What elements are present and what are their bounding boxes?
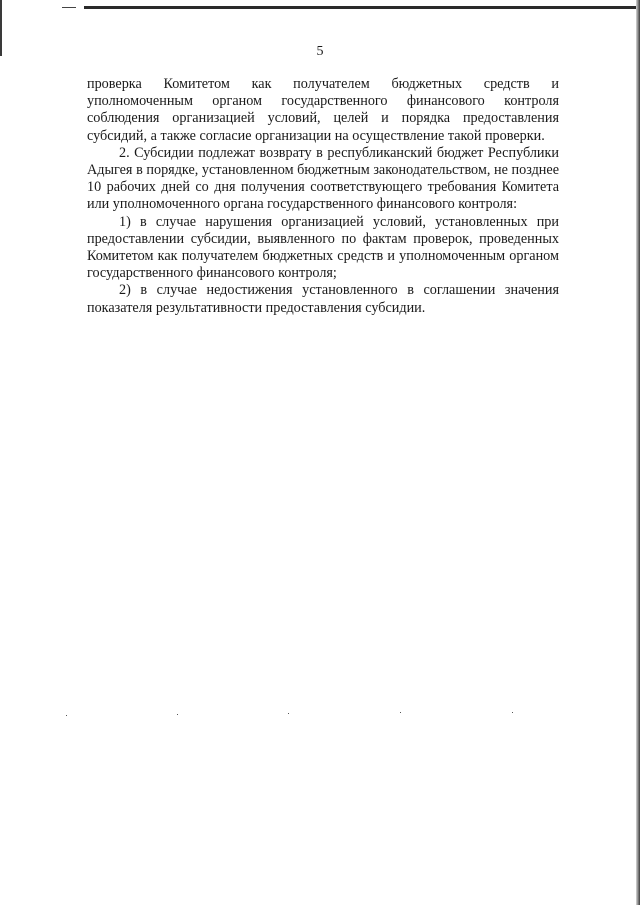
scan-dot [400,712,401,713]
page-number: 5 [316,44,324,59]
scan-artifact-top-dash [62,7,76,8]
paragraph-continuation: проверка Комитетом как получателем бюджетных средств и уполномоченным органом государственного финансового контроля соблюдения организацией условий, целей и порядка предоставления субсидий, а также согласие организации на осуществление такой проверки. [87,76,559,144]
scan-artifact-top-border [84,6,640,9]
scan-dot [512,712,513,713]
scan-dot [177,714,178,715]
document-body [87,76,559,317]
paragraph-subitem-2: 2) в случае недостижения установленного в соглашении значения показателя результативности предоставления субсидии. [87,282,559,316]
scan-artifact-dots [60,712,530,718]
paragraph-item-2: 2. Субсидии подлежат возврату в республиканский бюджет Республики Адыгея в порядке, установленном бюджетным законодательством, не позднее 10 рабочих дней со дня получения соответствующего требования Комитета или уполномоченного органа государственного финансового контроля: [87,144,559,213]
scan-artifact-right-edge [636,0,640,905]
scan-dot [288,713,289,714]
paragraph-subitem-1: 1) в случае нарушения организацией условий, установленных при предоставлении субсидии, выявленного по фактам проверок, проведенных Комитетом как получателем бюджетных средств и уполномоченным органом государственного финансового контроля; [87,213,559,282]
scan-dot [66,715,67,716]
